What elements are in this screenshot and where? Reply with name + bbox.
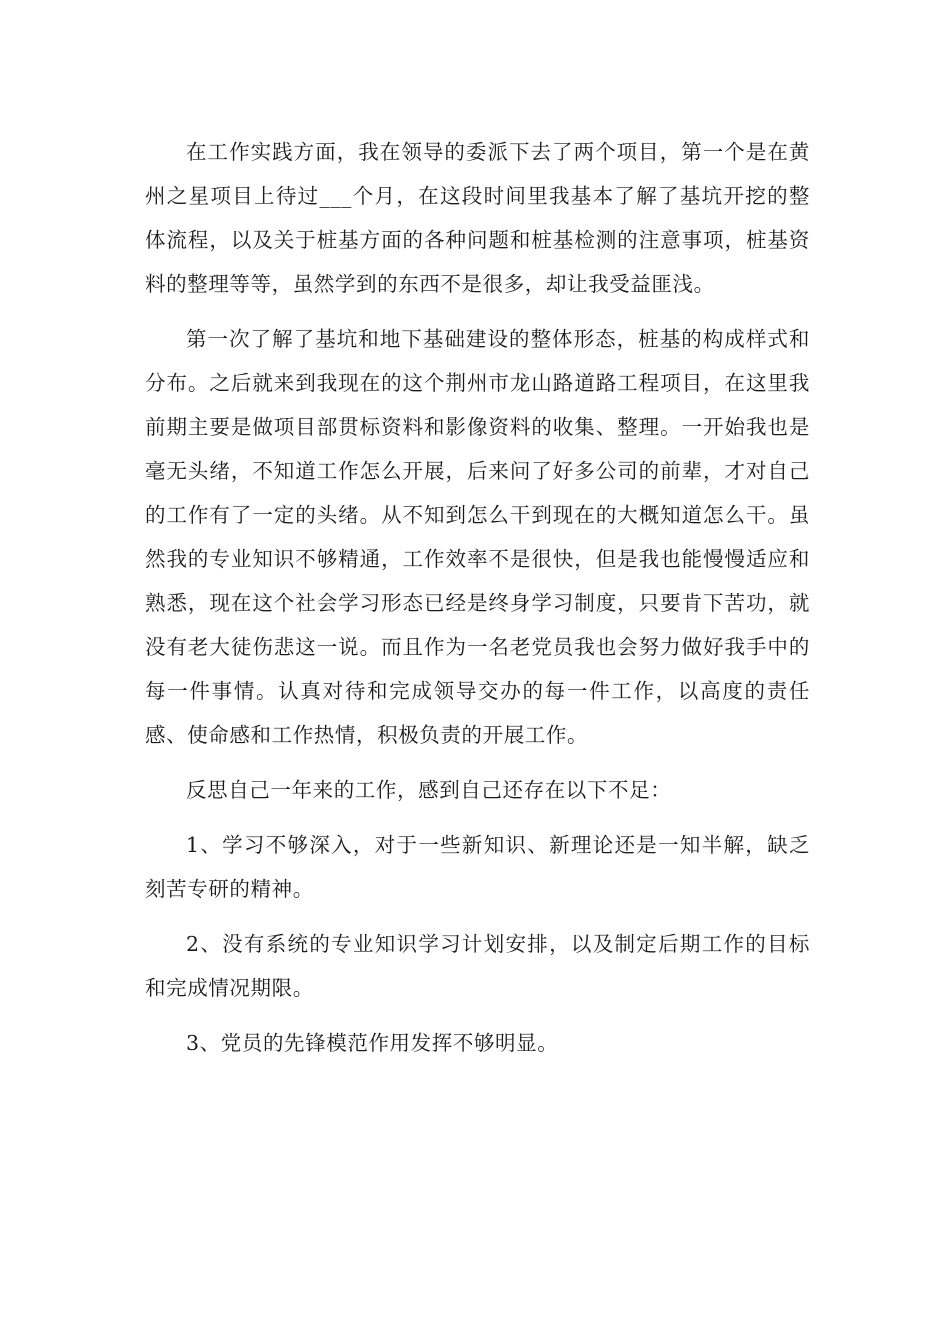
paragraph-shortcoming-2: 2、没有系统的专业知识学习计划安排，以及制定后期工作的目标和完成情况期限。 xyxy=(145,932,810,1000)
paragraph-shortcoming-3: 3、党员的先锋模范作用发挥不够明显。 xyxy=(186,1031,559,1055)
document-body xyxy=(145,130,810,1065)
paragraph-foundation-project: 第一次了解了基坑和地下基础建设的整体形态，桩基的构成样式和分布。之后就来到我现在的这个荆州市龙山路道路工程项目，在这里我前期主要是做项目部贯标资料和影像资料的收集、整理。一开始我也是毫无头绪，不知道工作怎么开展，后来问了好多公司的前辈，才对自己的工作有了一定的头绪。从不知到怎么干到现在的大概知道怎么干。虽然我的专业知识不够精通，工作效率不是很快，但是我也能慢慢适应和熟悉，现在这个社会学习形态已经是终身学习制度，只要肯下苦功，就没有老大徒伤悲这一说。而且作为一名老党员我也会努力做好我手中的每一件事情。认真对待和完成领导交办的每一件工作，以高度的责任感、使命感和工作热情，积极负责的开展工作。 xyxy=(145,327,810,747)
paragraph-reflection-intro: 反思自己一年来的工作，感到自己还存在以下不足： xyxy=(186,778,672,802)
paragraph-shortcoming-1: 1、学习不够深入，对于一些新知识、新理论还是一知半解，缺乏刻苦专研的精神。 xyxy=(145,833,810,901)
paragraph-work-practice: 在工作实践方面，我在领导的委派下去了两个项目，第一个是在黄州之星项目上待过___个月，在这段时间里我基本了解了基坑开挖的整体流程，以及关于桩基方面的各种问题和桩基检测的注意事项，桩基资料的整理等等，虽然学到的东西不是很多，却让我受益匪浅。 xyxy=(145,140,810,296)
